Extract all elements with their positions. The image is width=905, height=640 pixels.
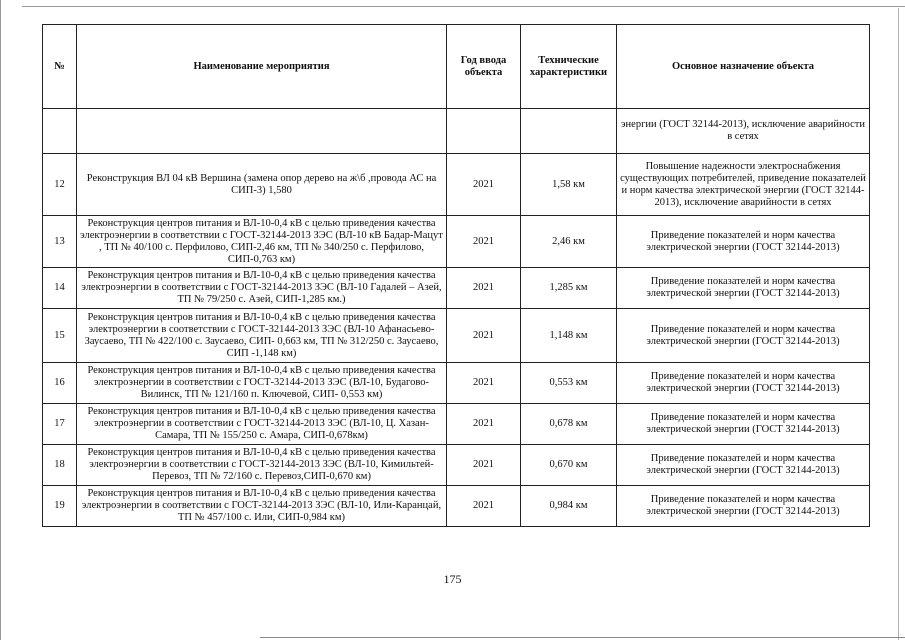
cell-year: 2021 <box>447 154 521 216</box>
cell-purpose: Приведение показателей и норм качества электрической энергии (ГОСТ 32144-2013) <box>617 404 870 445</box>
cell-name: Реконструкция центров питания и ВЛ-10-0,4 кВ с целью приведения качества электроэнергии в соответствии с ГОСТ-32144-2013 ЗЭС (ВЛ-10, Или-Каранцай, ТП № 457/100 с. Или, СИП-0,984 км) <box>77 486 447 527</box>
cell-number <box>43 109 77 154</box>
cell-spec: 0,553 км <box>521 363 617 404</box>
cell-year: 2021 <box>447 486 521 527</box>
table-row <box>43 445 870 486</box>
cell-name: Реконструкция центров питания и ВЛ-10-0,4 кВ с целью приведения качества электроэнергии в соответствии с ГОСТ-32144-2013 ЗЭС (ВЛ-10, Будагово-Вилинск, ТП № 121/160 п. Ключевой, СИП- 0,553 км) <box>77 363 447 404</box>
cell-year: 2021 <box>447 309 521 363</box>
cell-purpose: Приведение показателей и норм качества электрической энергии (ГОСТ 32144-2013) <box>617 363 870 404</box>
cell-number: 15 <box>43 309 77 363</box>
cell-number: 18 <box>43 445 77 486</box>
cell-purpose: Повышение надежности электроснабжения существующих потребителей, приведение показателей и норм качества электрической энергии (ГОСТ 32144-2013), исключение аварийности в сетях <box>617 154 870 216</box>
table-row <box>43 309 870 363</box>
cell-spec: 2,46 км <box>521 216 617 268</box>
projects-table <box>42 24 870 527</box>
table-row <box>43 486 870 527</box>
cell-purpose: Приведение показателей и норм качества электрической энергии (ГОСТ 32144-2013) <box>617 486 870 527</box>
table-row <box>43 404 870 445</box>
cell-year: 2021 <box>447 404 521 445</box>
cell-year: 2021 <box>447 445 521 486</box>
cell-number: 17 <box>43 404 77 445</box>
table-header-row <box>43 25 870 109</box>
scan-edge-bottom <box>260 637 905 638</box>
table-row-continuation <box>43 109 870 154</box>
cell-purpose: энергии (ГОСТ 32144-2013), исключение аварийности в сетях <box>617 109 870 154</box>
cell-year: 2021 <box>447 216 521 268</box>
cell-spec <box>521 109 617 154</box>
cell-spec: 0,670 км <box>521 445 617 486</box>
header-number: № <box>43 25 77 109</box>
cell-number: 14 <box>43 268 77 309</box>
scan-edge-top <box>22 6 905 7</box>
cell-number: 12 <box>43 154 77 216</box>
cell-name <box>77 109 447 154</box>
cell-number: 19 <box>43 486 77 527</box>
cell-name: Реконструкция центров питания и ВЛ-10-0,4 кВ с целью приведения качества электроэнергии в соответствии с ГОСТ-32144-2013 ЗЭС (ВЛ-10, Кимильтей- Перевоз, ТП № 72/160 с. Перевоз,СИП-0,670 км) <box>77 445 447 486</box>
table-row <box>43 363 870 404</box>
header-purpose: Основное назначение объекта <box>617 25 870 109</box>
cell-name: Реконструкция центров питания и ВЛ-10-0,4 кВ с целью приведения качества электроэнергии в соответствии с ГОСТ-32144-2013 ЗЭС (ВЛ-10 Афанасьево-Заусаево, ТП № 422/100 с. Заусаево, СИП- 0,663 км, ТП № 312/250 с. Заусаево, СИП -1,148 км) <box>77 309 447 363</box>
cell-year: 2021 <box>447 363 521 404</box>
cell-spec: 1,58 км <box>521 154 617 216</box>
cell-spec: 1,148 км <box>521 309 617 363</box>
header-name: Наименование мероприятия <box>77 25 447 109</box>
table-row <box>43 268 870 309</box>
cell-spec: 1,285 км <box>521 268 617 309</box>
cell-purpose: Приведение показателей и норм качества электрической энергии (ГОСТ 32144-2013) <box>617 309 870 363</box>
cell-year <box>447 109 521 154</box>
cell-purpose: Приведение показателей и норм качества электрической энергии (ГОСТ 32144-2013) <box>617 216 870 268</box>
cell-name: Реконструкция центров питания и ВЛ-10-0,4 кВ с целью приведения качества электроэнергии в соответствии с ГОСТ-32144-2013 ЗЭС (ВЛ-10, Ц. Хазан- Самара, ТП № 155/250 с. Амара, СИП-0,678км) <box>77 404 447 445</box>
cell-number: 16 <box>43 363 77 404</box>
cell-name: Реконструкция центров питания и ВЛ-10-0,4 кВ с целью приведения качества электроэнергии в соответствии с ГОСТ-32144-2013 ЗЭС (ВЛ-10 кВ Бадар-Мацут , ТП № 40/100 с. Перфилово, СИП-2,46 км, ТП № 340/250 с. Перфилово, СИП-0,763 км) <box>77 216 447 268</box>
scan-edge-right <box>898 8 899 640</box>
header-specs: Технические характеристики <box>521 25 617 109</box>
table-row <box>43 154 870 216</box>
header-year: Год ввода объекта <box>447 25 521 109</box>
cell-name: Реконструкция ВЛ 04 кВ Вершина (замена опор дерево на ж\б ,провода АС на СИП-3) 1,580 <box>77 154 447 216</box>
scan-edge-left <box>0 0 1 640</box>
cell-spec: 0,678 км <box>521 404 617 445</box>
cell-purpose: Приведение показателей и норм качества электрической энергии (ГОСТ 32144-2013) <box>617 445 870 486</box>
cell-purpose: Приведение показателей и норм качества электрической энергии (ГОСТ 32144-2013) <box>617 268 870 309</box>
table-row <box>43 216 870 268</box>
page-number: 175 <box>443 572 462 586</box>
cell-name: Реконструкция центров питания и ВЛ-10-0,4 кВ с целью приведения качества электроэнергии в соответствии с ГОСТ-32144-2013 ЗЭС (ВЛ-10 Гадалей – Азей, ТП № 79/250 с. Азей, СИП-1,285 км.) <box>77 268 447 309</box>
cell-spec: 0,984 км <box>521 486 617 527</box>
cell-number: 13 <box>43 216 77 268</box>
cell-year: 2021 <box>447 268 521 309</box>
